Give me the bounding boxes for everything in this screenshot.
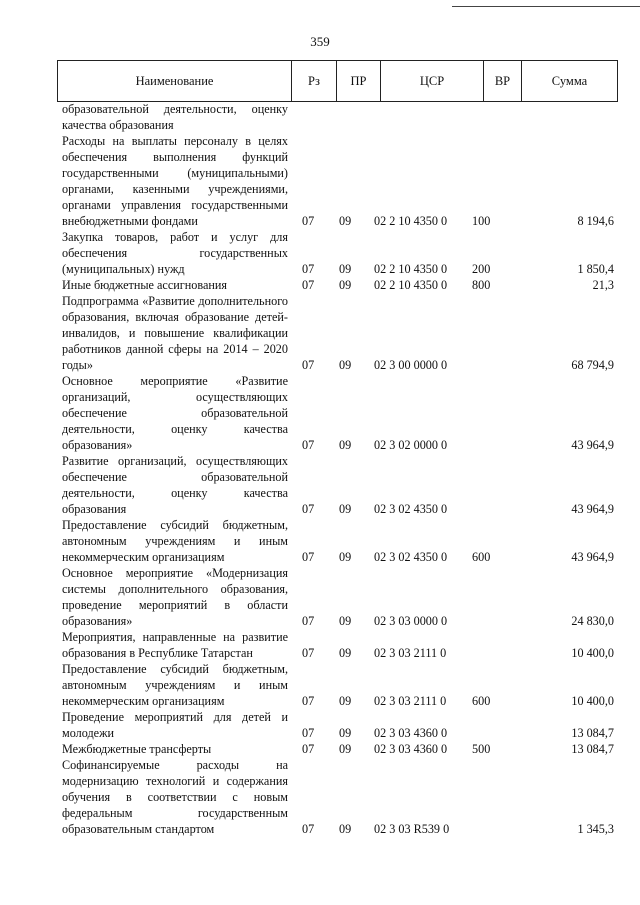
row-sum: 10 400,0 [571,646,614,660]
table-row [62,661,614,709]
header-sum: Сумма [551,73,588,88]
row-pr: 09 [339,646,352,660]
row-name: Предоставление субсидий бюджетным, автономным учреждениям и иным некоммерческим организациям [62,518,288,564]
row-sum: 24 830,0 [571,614,614,628]
row-vr: 600 [472,694,491,708]
row-rz: 07 [302,694,315,708]
row-pr: 09 [339,358,352,372]
row-rz: 07 [302,502,315,516]
row-sum: 68 794,9 [571,358,614,372]
row-pr: 09 [339,614,352,628]
row-rz: 07 [302,726,315,740]
row-sum: 1 850,4 [577,262,614,276]
row-pr: 09 [339,278,352,292]
row-csr: 02 3 02 4350 0 [374,502,448,516]
table-row [62,741,614,757]
page-number: 359 [310,34,330,49]
row-sum: 43 964,9 [571,550,614,564]
table-row [62,565,614,629]
row-sum: 13 084,7 [571,726,614,740]
row-pr: 09 [339,742,352,756]
row-csr: 02 3 00 0000 0 [374,358,448,372]
table-row [62,709,614,741]
table-body [62,101,614,837]
row-csr: 02 3 03 4360 0 [374,726,448,740]
header-vr: ВР [484,61,522,101]
row-vr: 800 [472,278,491,292]
row-pr: 09 [339,822,352,836]
row-rz: 07 [302,358,315,372]
row-csr: 02 3 03 4360 0 [374,742,448,756]
row-name: Закупка товаров, работ и услуг для обеспечения государственных (муниципальных) нужд [62,230,288,276]
row-rz: 07 [302,646,315,660]
row-name: Межбюджетные трансферты [62,742,212,756]
row-name: Предоставление субсидий бюджетным, автономным учреждениям и иным некоммерческим организациям [62,662,288,708]
row-csr: 02 3 03 0000 0 [374,614,448,628]
row-name: образовательной деятельности, оценку качества образования [62,102,288,132]
table-row [62,517,614,565]
row-csr: 02 3 02 0000 0 [374,438,448,452]
row-name: Иные бюджетные ассигнования [62,278,228,292]
row-csr: 02 3 02 4350 0 [374,550,448,564]
header-csr: ЦСР [381,61,484,101]
row-csr: 02 3 03 R539 0 [374,822,450,836]
row-name: Основное мероприятие «Развитие организаций, осуществляющих обеспечение образовательной деятельности, оценку качества образования» [62,374,288,452]
row-rz: 07 [302,262,315,276]
row-rz: 07 [302,278,315,292]
row-rz: 07 [302,438,315,452]
table-row [62,133,614,229]
header-rz: Рз [292,61,337,101]
row-pr: 09 [339,550,352,564]
row-pr: 09 [339,502,352,516]
scan-edge-line [452,6,640,7]
row-csr: 02 2 10 4350 0 [374,262,448,276]
row-sum: 13 084,7 [571,742,614,756]
row-sum: 10 400,0 [571,694,614,708]
table-row [62,453,614,517]
row-csr: 02 2 10 4350 0 [374,278,448,292]
row-name: Развитие организаций, осуществляющих обеспечение образовательной деятельности, оценку качества образования [62,454,288,516]
row-rz: 07 [302,614,315,628]
table-row [62,373,614,453]
row-rz: 07 [302,550,315,564]
row-csr: 02 2 10 4350 0 [374,214,448,228]
row-pr: 09 [339,694,352,708]
row-name: Расходы на выплаты персоналу в целях обеспечения выполнения функций государственными (муниципальными) органами, казенными учреждениями, органами управления государственными внебюджетными фондами [62,134,288,228]
row-name: Основное мероприятие «Модернизация системы дополнительного образования, проведение мероприятий в области образования» [62,566,288,628]
table-row [62,229,614,277]
row-vr: 600 [472,550,491,564]
row-csr: 02 3 03 2111 0 [374,646,447,660]
row-pr: 09 [339,214,352,228]
table-header [57,60,618,102]
row-rz: 07 [302,742,315,756]
row-name: Мероприятия, направленные на развитие образования в Республике Татарстан [62,630,288,660]
row-name: Проведение мероприятий для детей и молодежи [62,710,288,740]
row-pr: 09 [339,438,352,452]
row-sum: 8 194,6 [577,214,614,228]
table-row [62,293,614,373]
table-row [62,629,614,661]
row-sum: 1 345,3 [577,822,614,836]
row-csr: 02 3 03 2111 0 [374,694,447,708]
row-sum: 21,3 [592,278,614,292]
row-name: Софинансируемые расходы на модернизацию технологий и содержания обучения в соответствии с новым федеральным государственным образовательным стандартом [62,758,288,836]
header-pr: ПР [337,61,381,101]
header-name: Наименование [58,61,292,101]
row-sum: 43 964,9 [571,502,614,516]
row-name: Подпрограмма «Развитие дополнительного образования, включая образование детей-инвалидов, и повышение квалификации работников данной сферы на 2014 – 2020 годы» [62,294,288,372]
table-row [62,277,614,293]
table-row [62,757,614,837]
table-row [62,101,614,133]
row-rz: 07 [302,822,315,836]
row-vr: 500 [472,742,491,756]
row-vr: 100 [472,214,491,228]
row-vr: 200 [472,262,491,276]
row-pr: 09 [339,262,352,276]
row-sum: 43 964,9 [571,438,614,452]
row-rz: 07 [302,214,315,228]
row-pr: 09 [339,726,352,740]
